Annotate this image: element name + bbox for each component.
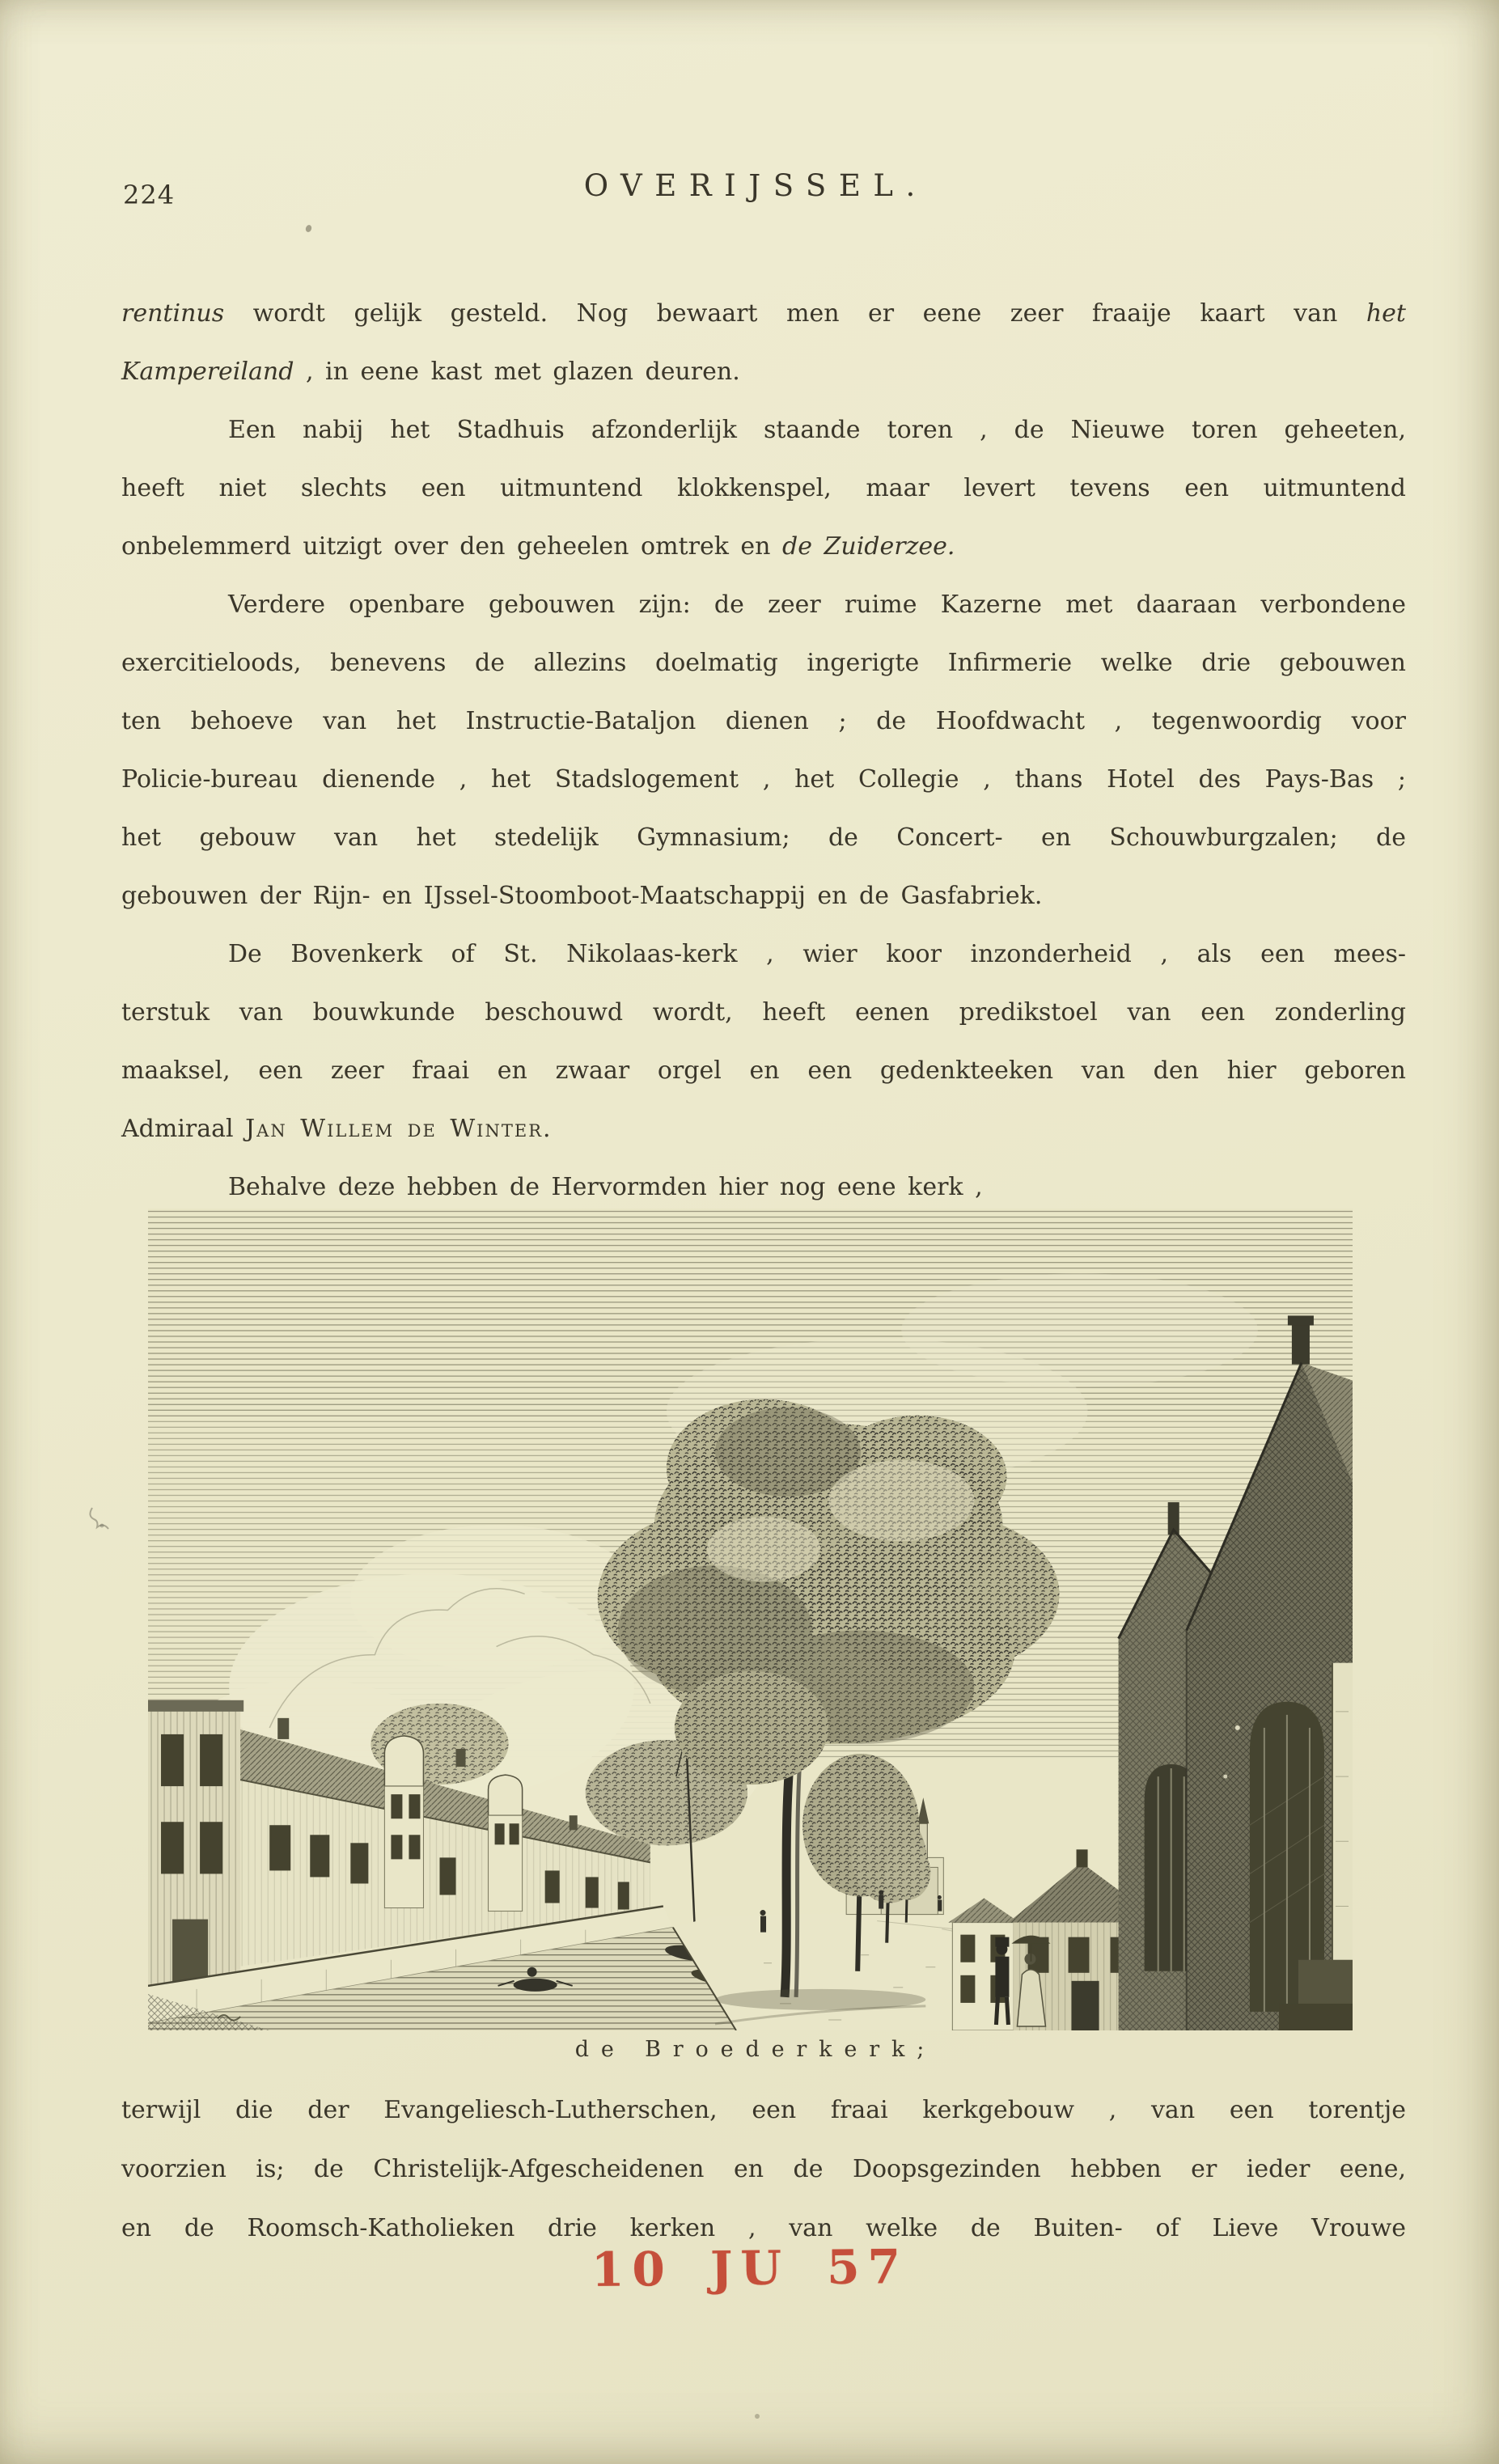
ink-speck-bottom	[755, 2414, 760, 2419]
body-paragraph2-line1: Een nabij het Stadhuis afzonderlijk staande toren , de Nieuwe toren geheeten,	[228, 416, 1406, 444]
page-number: 224	[123, 180, 176, 210]
body-paragraph3-line6: gebouwen der Rijn- en IJssel-Stoomboot-Maatschappij en de Gasfabriek.	[121, 882, 1043, 910]
body-paragraph2-line3: onbelemmerd uitzigt over den geheelen omtrek en de Zuiderzee.	[121, 532, 955, 561]
body-paragraph3-line5: het gebouw van het stedelijk Gymnasium; de Concert- en Schouwburgzalen; de	[121, 823, 1406, 852]
body-paragraph4-line1: De Bovenkerk of St. Nikolaas-kerk , wier koor inzonderheid , als een mees-	[228, 940, 1406, 968]
footer-text	[121, 2081, 1406, 2258]
footer-paragraph1-line1: terwijl die der Evangeliesch-Lutherschen, een fraai kerkgebouw , van een torentje	[121, 2096, 1406, 2124]
date-stamp: 10 JU 57	[591, 2238, 908, 2298]
body-paragraph3-line2: exercitieloods, benevens de allezins doelmatig ingerigte Infirmerie welke drie gebouwen	[121, 649, 1406, 677]
page-header: OVERIJSSEL.	[583, 168, 928, 203]
body-paragraph4-line4: Admiraal Jan Willem de Winter.	[121, 1115, 551, 1143]
body-paragraph3-line1: Verdere openbare gebouwen zijn: de zeer ruime Kazerne met daaraan verbondene	[228, 591, 1406, 619]
broederkerk-engraving	[148, 1209, 1353, 2030]
body-paragraph3-line3: ten behoeve van het Instructie-Bataljon dienen ; de Hoofdwacht , tegenwoordig voor	[121, 707, 1406, 735]
footer-paragraph1-line2: voorzien is; de Christelijk-Afgescheidenen en de Doopsgezinden hebben er ieder eene,	[121, 2155, 1406, 2183]
body-paragraph5-line1: Behalve deze hebben de Hervormden hier nog eene kerk ,	[228, 1173, 983, 1201]
body-paragraph2-line2: heeft niet slechts een uitmuntend klokkenspel, maar levert tevens een uitmuntend	[121, 474, 1406, 502]
body-paragraph1-line2: Kampereiland , in eene kast met glazen deuren.	[121, 358, 740, 386]
ink-speck	[305, 224, 313, 233]
footer-paragraph1-line3: en de Roomsch-Katholieken drie kerken , van welke de Buiten- of Lieve Vrouwe	[121, 2214, 1406, 2242]
pencil-mark	[81, 1501, 118, 1545]
body-paragraph1-line1: rentinus wordt gelijk gesteld. Nog bewaart men er eene zeer fraaije kaart van het	[121, 299, 1406, 328]
body-paragraph4-line2: terstuk van bouwkunde beschouwd wordt, heeft eenen predikstoel van een zonderling	[121, 998, 1406, 1027]
body-text	[121, 285, 1406, 1217]
body-paragraph4-line3: maaksel, een zeer fraai en zwaar orgel en een gedenkteeken van den hier geboren	[121, 1056, 1406, 1085]
figure-caption: de Broederkerk;	[574, 2037, 937, 2062]
body-paragraph3-line4: Policie-bureau dienende , het Stadslogement , het Collegie , thans Hotel des Pays-Bas ;	[121, 765, 1406, 794]
